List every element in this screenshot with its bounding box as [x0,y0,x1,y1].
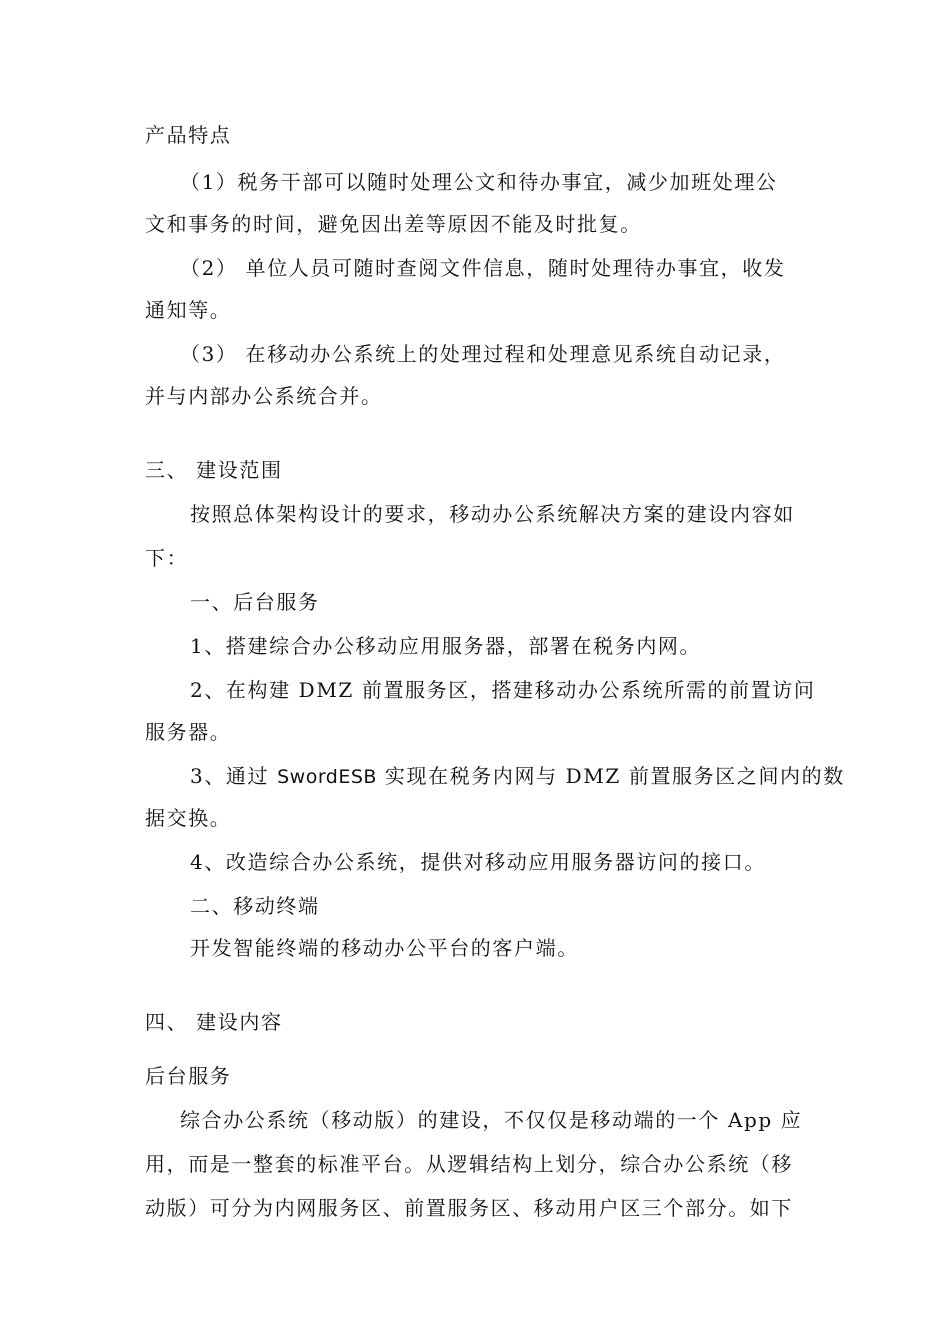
content-line2: 用，而是一整套的标准平台。从逻辑结构上划分，综合办公系统（移 [145,1152,793,1176]
content-line1: 综合办公系统（移动版）的建设，不仅仅是移动端的一个 App 应 [180,1108,803,1132]
scope-item3-suffix: 实现在税务内网与 DMZ 前置服务区之间内的数 [376,764,845,788]
scope-item2-line2: 服务器。 [145,720,232,744]
scope-item3-prefix: 3、通过 [190,764,278,788]
feature-2-line1: （2） 单位人员可随时查阅文件信息，随时处理待办事宜，收发 [180,256,786,280]
scope-item3-line2: 据交换。 [145,806,232,830]
content-line3: 动版）可分为内网服务区、前置服务区、移动用户区三个部分。如下 [145,1196,793,1220]
feature-3-line2: 并与内部办公系统合并。 [145,384,383,408]
feature-3-line1: （3） 在移动办公系统上的处理过程和处理意见系统自动记录， [180,342,786,366]
scope-intro-line1: 按照总体架构设计的要求，移动办公系统解决方案的建设内容如 [190,502,795,526]
scope-item4: 4、改造综合办公系统，提供对移动应用服务器访问的接口。 [190,850,766,874]
features-heading: 产品特点 [145,123,232,147]
scope-item3-line1 [190,762,845,791]
scope-item3-product: SwordESB [277,766,377,788]
section4-heading: 四、 建设内容 [145,1010,283,1034]
feature-2-line2: 通知等。 [145,298,232,322]
scope-sub1: 一、后台服务 [190,590,320,614]
scope-item2-line1: 2、在构建 DMZ 前置服务区，搭建移动办公系统所需的前置访问 [190,678,816,702]
scope-terminal: 开发智能终端的移动办公平台的客户端。 [190,936,579,960]
feature-1-line1: （1）税务干部可以随时处理公文和待办事宜，减少加班处理公 [180,170,778,194]
scope-sub2: 二、移动终端 [190,894,320,918]
backend-heading: 后台服务 [145,1064,232,1088]
scope-intro-line2: 下： [145,546,189,570]
section3-heading: 三、 建设范围 [145,458,283,482]
scope-item1: 1、搭建综合办公移动应用服务器，部署在税务内网。 [190,634,702,658]
feature-1-line2: 文和事务的时间，避免因出差等原因不能及时批复。 [145,212,642,236]
